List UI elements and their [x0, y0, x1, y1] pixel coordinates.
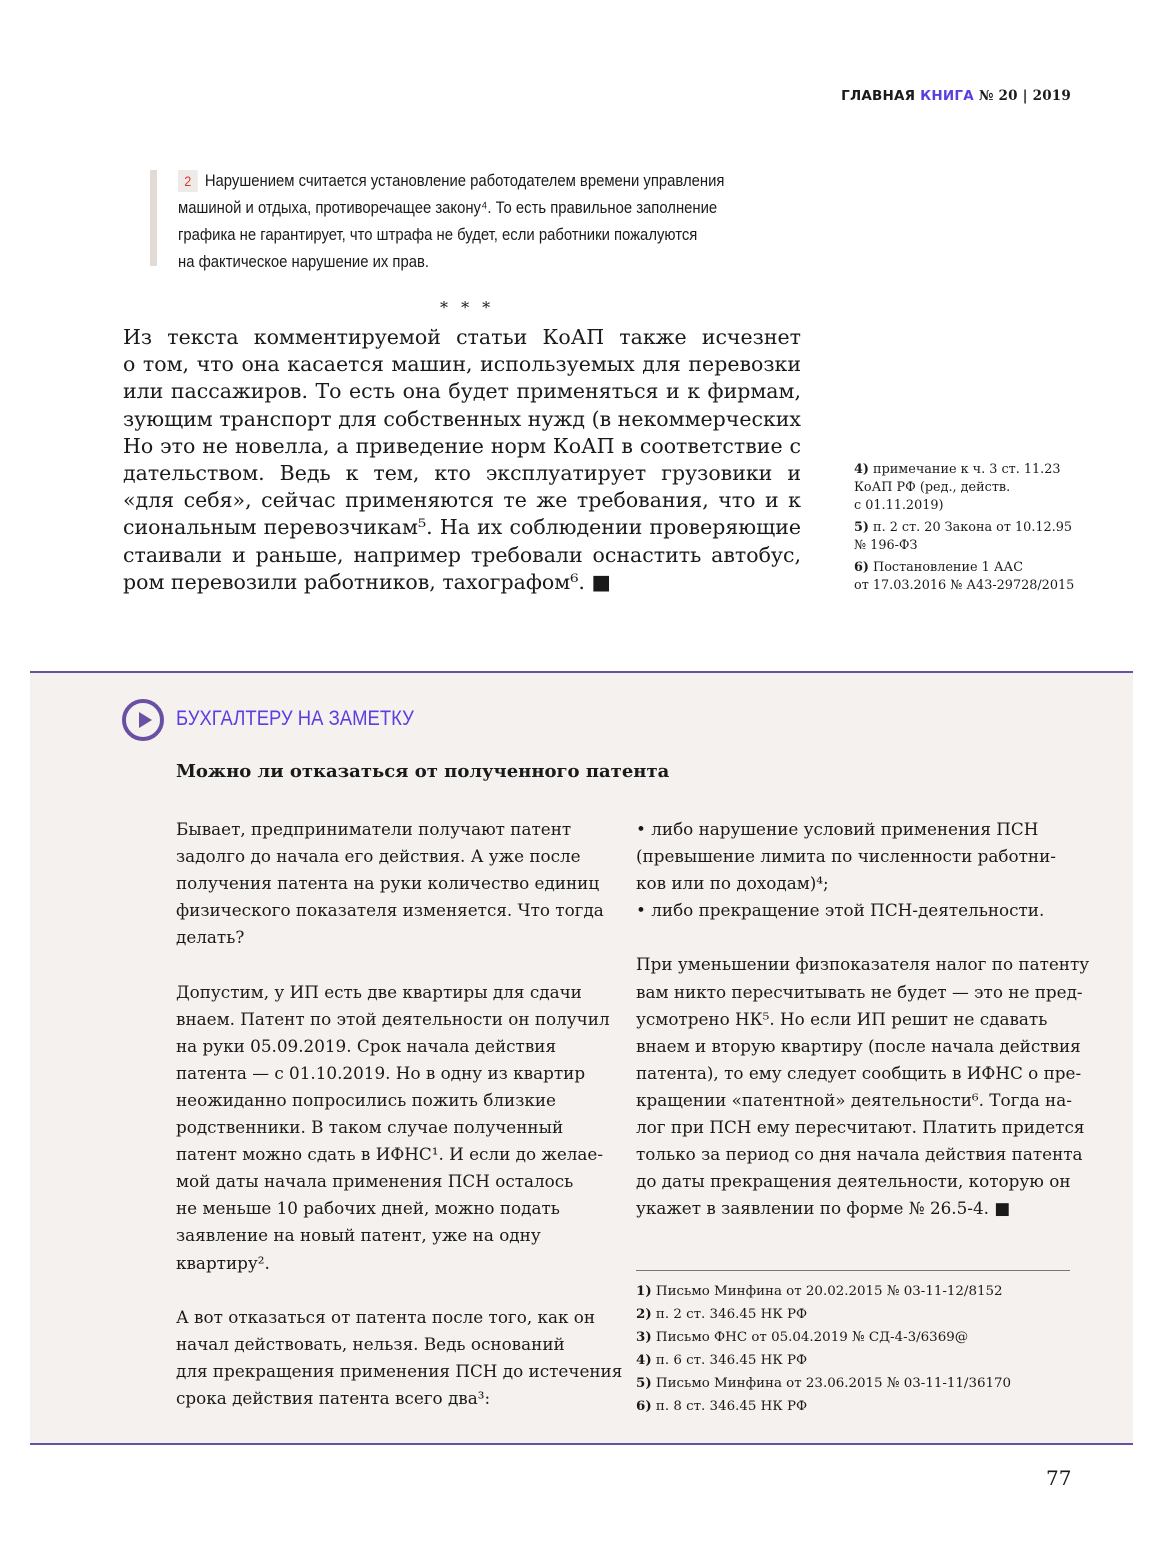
footnote — [636, 1395, 1011, 1418]
text-line: или пассажиров. То есть она будет применяться и к фирмам, — [123, 379, 801, 404]
footnote-number: 6) — [636, 1398, 652, 1414]
issue-number: № 20 | 2019 — [978, 88, 1071, 104]
note-number: 5) — [854, 520, 869, 535]
note-line: 4) примечание к ч. 3 ст. 11.23 — [854, 462, 1061, 477]
play-icon — [122, 699, 164, 741]
brand-part2: КНИГА — [920, 88, 974, 104]
text-line: «для себя», сейчас применяются те же требования, что и к — [123, 488, 801, 513]
text-line: При уменьшении физпоказателя налог по патенту — [636, 954, 1090, 975]
footnote — [636, 1326, 1011, 1349]
text-line: делать? — [176, 927, 245, 948]
text-line: Но это не новелла, а приведение норм КоАП в соответствие с — [123, 433, 801, 458]
note-line: 5) п. 2 ст. 20 Закона от 10.12.95 — [854, 520, 1073, 535]
text-line: сиональным перевозчикам⁵. На их соблюдении проверяющие — [123, 515, 801, 540]
bullet-list — [636, 816, 1076, 924]
footnote — [636, 1280, 1011, 1303]
bullet-item — [636, 816, 1076, 897]
text-line: неожиданно попросились пожить близкие — [176, 1089, 556, 1110]
note-line: 6) Постановление 1 ААС — [854, 560, 1024, 575]
text-line: на руки 05.09.2019. Срок начала действия — [176, 1035, 557, 1056]
text-line: мой даты начала применения ПСН осталось — [176, 1171, 574, 1192]
text-line: усмотрено НК⁵. Но если ИП решит не сдавать — [636, 1008, 1048, 1029]
text-line: ков или по доходам)⁴; — [636, 873, 829, 894]
text-line: дательством. Ведь к тем, кто эксплуатирует грузовики и — [123, 460, 801, 485]
text-line: для прекращения применения ПСН до истечения — [176, 1360, 623, 1381]
page-number: 77 — [1046, 1466, 1072, 1490]
text-line: (превышение лимита по численности работни- — [636, 846, 1056, 867]
side-note — [854, 461, 1084, 515]
side-note — [854, 559, 1084, 595]
text-line: вам никто пересчитывать не будет — это не пред- — [636, 981, 1083, 1002]
text-line: ром перевозили работников, тахографом⁶. ■ — [123, 569, 611, 594]
text-line: патента), то ему следует сообщить в ИФНС о пре- — [636, 1062, 1082, 1083]
callout-bar — [150, 170, 157, 266]
box-label: БУХГАЛТЕРУ НА ЗАМЕТКУ — [176, 707, 414, 730]
text-line: лог при ПСН ему пересчитают. Платить придется — [636, 1117, 1085, 1138]
main-text — [123, 324, 801, 596]
accountant-note-box — [30, 671, 1133, 1445]
text-line: патента — с 01.10.2019. Но в одну из квартир — [176, 1062, 586, 1083]
text-line: до даты прекращения деятельности, которую он — [636, 1171, 1071, 1192]
callout-number: 2 — [178, 170, 198, 192]
footnote-number: 4) — [636, 1352, 652, 1368]
footnote-divider — [636, 1270, 1070, 1271]
footnote-number: 3) — [636, 1329, 652, 1345]
box-footnotes — [636, 1280, 1011, 1418]
box-right-column — [636, 816, 1090, 1250]
footnote-text: п. 8 ст. 346.45 НК РФ — [655, 1399, 808, 1414]
text-line: • либо прекращение этой ПСН-деятельности. — [636, 900, 1045, 921]
text-line: о том, что она касается машин, используемых для перевозки — [123, 352, 801, 377]
footnote-number: 1) — [636, 1283, 652, 1299]
text-line: заявление на новый патент, уже на одну — [176, 1225, 541, 1246]
text-line: зующим транспорт для собственных нужд (в некоммерческих — [123, 406, 801, 431]
text-line: кращении «патентной» деятельности⁶. Тогда на- — [636, 1089, 1072, 1110]
text-line: получения патента на руки количество единиц — [176, 873, 600, 894]
box-title: Можно ли отказаться от полученного патента — [176, 761, 670, 782]
footnote — [636, 1349, 1011, 1372]
text-line: начал действовать, нельзя. Ведь оснований — [176, 1333, 565, 1354]
note-number: 4) — [854, 462, 869, 477]
paragraph — [176, 979, 616, 1277]
paragraph — [176, 1304, 623, 1412]
text-line: А вот отказаться от патента после того, как он — [176, 1306, 596, 1327]
footnote — [636, 1372, 1011, 1395]
callout-line: графика не гарантирует, что штрафа не будет, если работники пожалуются — [178, 226, 698, 244]
text-line: только за период со дня начала действия патента — [636, 1144, 1083, 1165]
side-notes — [854, 461, 1084, 599]
paragraph — [176, 816, 616, 951]
text-line: срока действия патента всего два³: — [176, 1387, 491, 1408]
bullet-item — [636, 897, 1076, 924]
note-line: от 17.03.2016 № А43-29728/2015 — [854, 578, 1075, 593]
text-line: квартиру². — [176, 1252, 270, 1273]
callout-text — [178, 168, 799, 276]
text-line: • либо нарушение условий применения ПСН — [636, 819, 1039, 839]
text-line: патент можно сдать в ИФНС¹. И если до желае- — [176, 1144, 604, 1165]
callout-line: на фактическое нарушение их прав. — [178, 253, 430, 271]
text-line: укажет в заявлении по форме № 26.5-4. ■ — [636, 1198, 1011, 1219]
side-note — [854, 519, 1084, 555]
note-line: № 196-ФЗ — [854, 538, 918, 553]
note-number: 6) — [854, 560, 869, 575]
footnote-number: 5) — [636, 1375, 652, 1391]
callout-line: 2 Нарушением считается установление работодателем времени управления — [178, 168, 799, 195]
section-separator: * * * — [440, 298, 495, 317]
text-line: стаивали и раньше, например требовали оснастить автобус, — [123, 542, 801, 567]
footnote-text: Письмо Минфина от 23.06.2015 № 03-11-11/36170 — [655, 1376, 1012, 1391]
note-line: с 01.11.2019) — [854, 498, 944, 513]
footnote-number: 2) — [636, 1306, 652, 1322]
text-line: внаем. Патент по этой деятельности он получил — [176, 1008, 610, 1029]
callout-note — [150, 168, 790, 276]
text-line: Допустим, у ИП есть две квартиры для сдачи — [176, 981, 582, 1002]
running-header — [841, 88, 1071, 104]
text-line: не меньше 10 рабочих дней, можно подать — [176, 1198, 560, 1219]
footnote-text: п. 2 ст. 346.45 НК РФ — [655, 1307, 808, 1322]
note-line: КоАП РФ (ред., действ. — [854, 480, 1011, 495]
footnote-text: Письмо ФНС от 05.04.2019 № СД-4-3/6369@ — [655, 1330, 969, 1345]
text-line: родственники. В таком случае полученный — [176, 1117, 564, 1138]
text-line: физического показателя изменяется. Что тогда — [176, 900, 604, 921]
footnote — [636, 1303, 1011, 1326]
text-line: внаем и вторую квартиру (после начала действия — [636, 1035, 1081, 1056]
footnote-text: п. 6 ст. 346.45 НК РФ — [655, 1353, 808, 1368]
brand-part1: ГЛАВНАЯ — [841, 88, 916, 104]
text-line: задолго до начала его действия. А уже после — [176, 846, 581, 867]
text-line: Из текста комментируемой статьи КоАП также исчезнет — [123, 325, 801, 349]
box-left-column — [176, 816, 623, 1439]
paragraph — [636, 951, 1090, 1222]
footnote-text: Письмо Минфина от 20.02.2015 № 03-11-12/8152 — [655, 1284, 1003, 1299]
callout-line: машиной и отдыха, противоречащее закону⁴. То есть правильное заполнение — [178, 199, 718, 217]
text-line: Бывает, предприниматели получают патент — [176, 819, 572, 839]
